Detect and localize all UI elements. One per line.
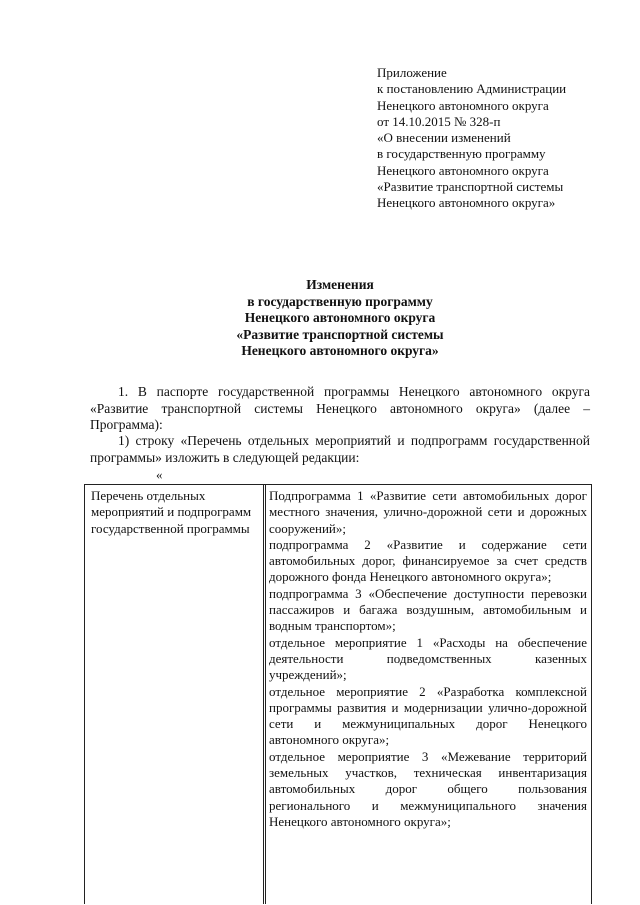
annex-line: Приложение [377,65,447,80]
annex-line: в государственную программу [377,146,546,162]
document-heading [90,277,590,360]
heading-line: Изменения [306,277,374,292]
table-column-divider [265,485,266,904]
heading-line: в государственную программу [247,293,433,309]
heading-line: Ненецкого автономного округа» [241,343,439,358]
heading-line: Ненецкого автономного округа [244,310,436,325]
program-item: отдельное мероприятие 3 «Межевание территорий земельных участков, техническая инвентаризация автомобильных дорог общего пользования регионального и межмуниципального значения Ненецкого автономного округа»; [269,748,587,829]
program-item: Подпрограмма 1 «Развитие сети автомобильных дорог местного значения, улично-дорожной сети и дорожных сооружений»; [269,488,587,536]
table-left-cell: Перечень отдельных мероприятий и подпрограмм государственной программы [91,488,252,536]
opening-quote: « [156,467,163,482]
annex-line: Ненецкого автономного округа [377,162,549,178]
annex-line: к постановлению Администрации [377,81,567,97]
program-item: отдельное мероприятие 1 «Расходы на обеспечение деятельности подведомственных казенных учреждений»; [269,634,587,683]
annex-line: Ненецкого автономного округа [377,97,549,113]
program-item: отдельное мероприятие 2 «Разработка комплексной программы развития и модернизации улично-дорожной сети и межмуниципальных дорог Ненецкого автономного округа»; [269,683,587,748]
paragraph-1: 1. В паспорте государственной программы Ненецкого автономного округа «Развитие транспортной системы Ненецкого автономного округа» (далее – Программа): [90,384,590,432]
annex-line: «О внесении изменений [377,130,511,146]
program-item: подпрограмма 3 «Обеспечение доступности перевозки пассажиров и багажа воздушным, автомобильным и водным транспортом»; [269,585,587,634]
heading-line: «Развитие транспортной системы [236,326,444,342]
annex-block [377,65,627,212]
annex-line: Ненецкого автономного округа» [377,195,556,211]
paragraph-2: 1) строку «Перечень отдельных мероприятий и подпрограмм государственной программы» изложить в следующей редакции: [90,433,590,465]
program-item: подпрограмма 2 «Развитие и содержание сети автомобильных дорог, финансируемое за счет средств дорожного фонда Ненецкого автономного округа»; [269,536,587,585]
annex-line: от 14.10.2015 № 328-п [377,113,501,129]
table-column-divider [263,485,264,904]
annex-line: «Развитие транспортной системы [377,179,564,195]
table-right-cell [269,488,587,830]
program-table [84,484,592,904]
